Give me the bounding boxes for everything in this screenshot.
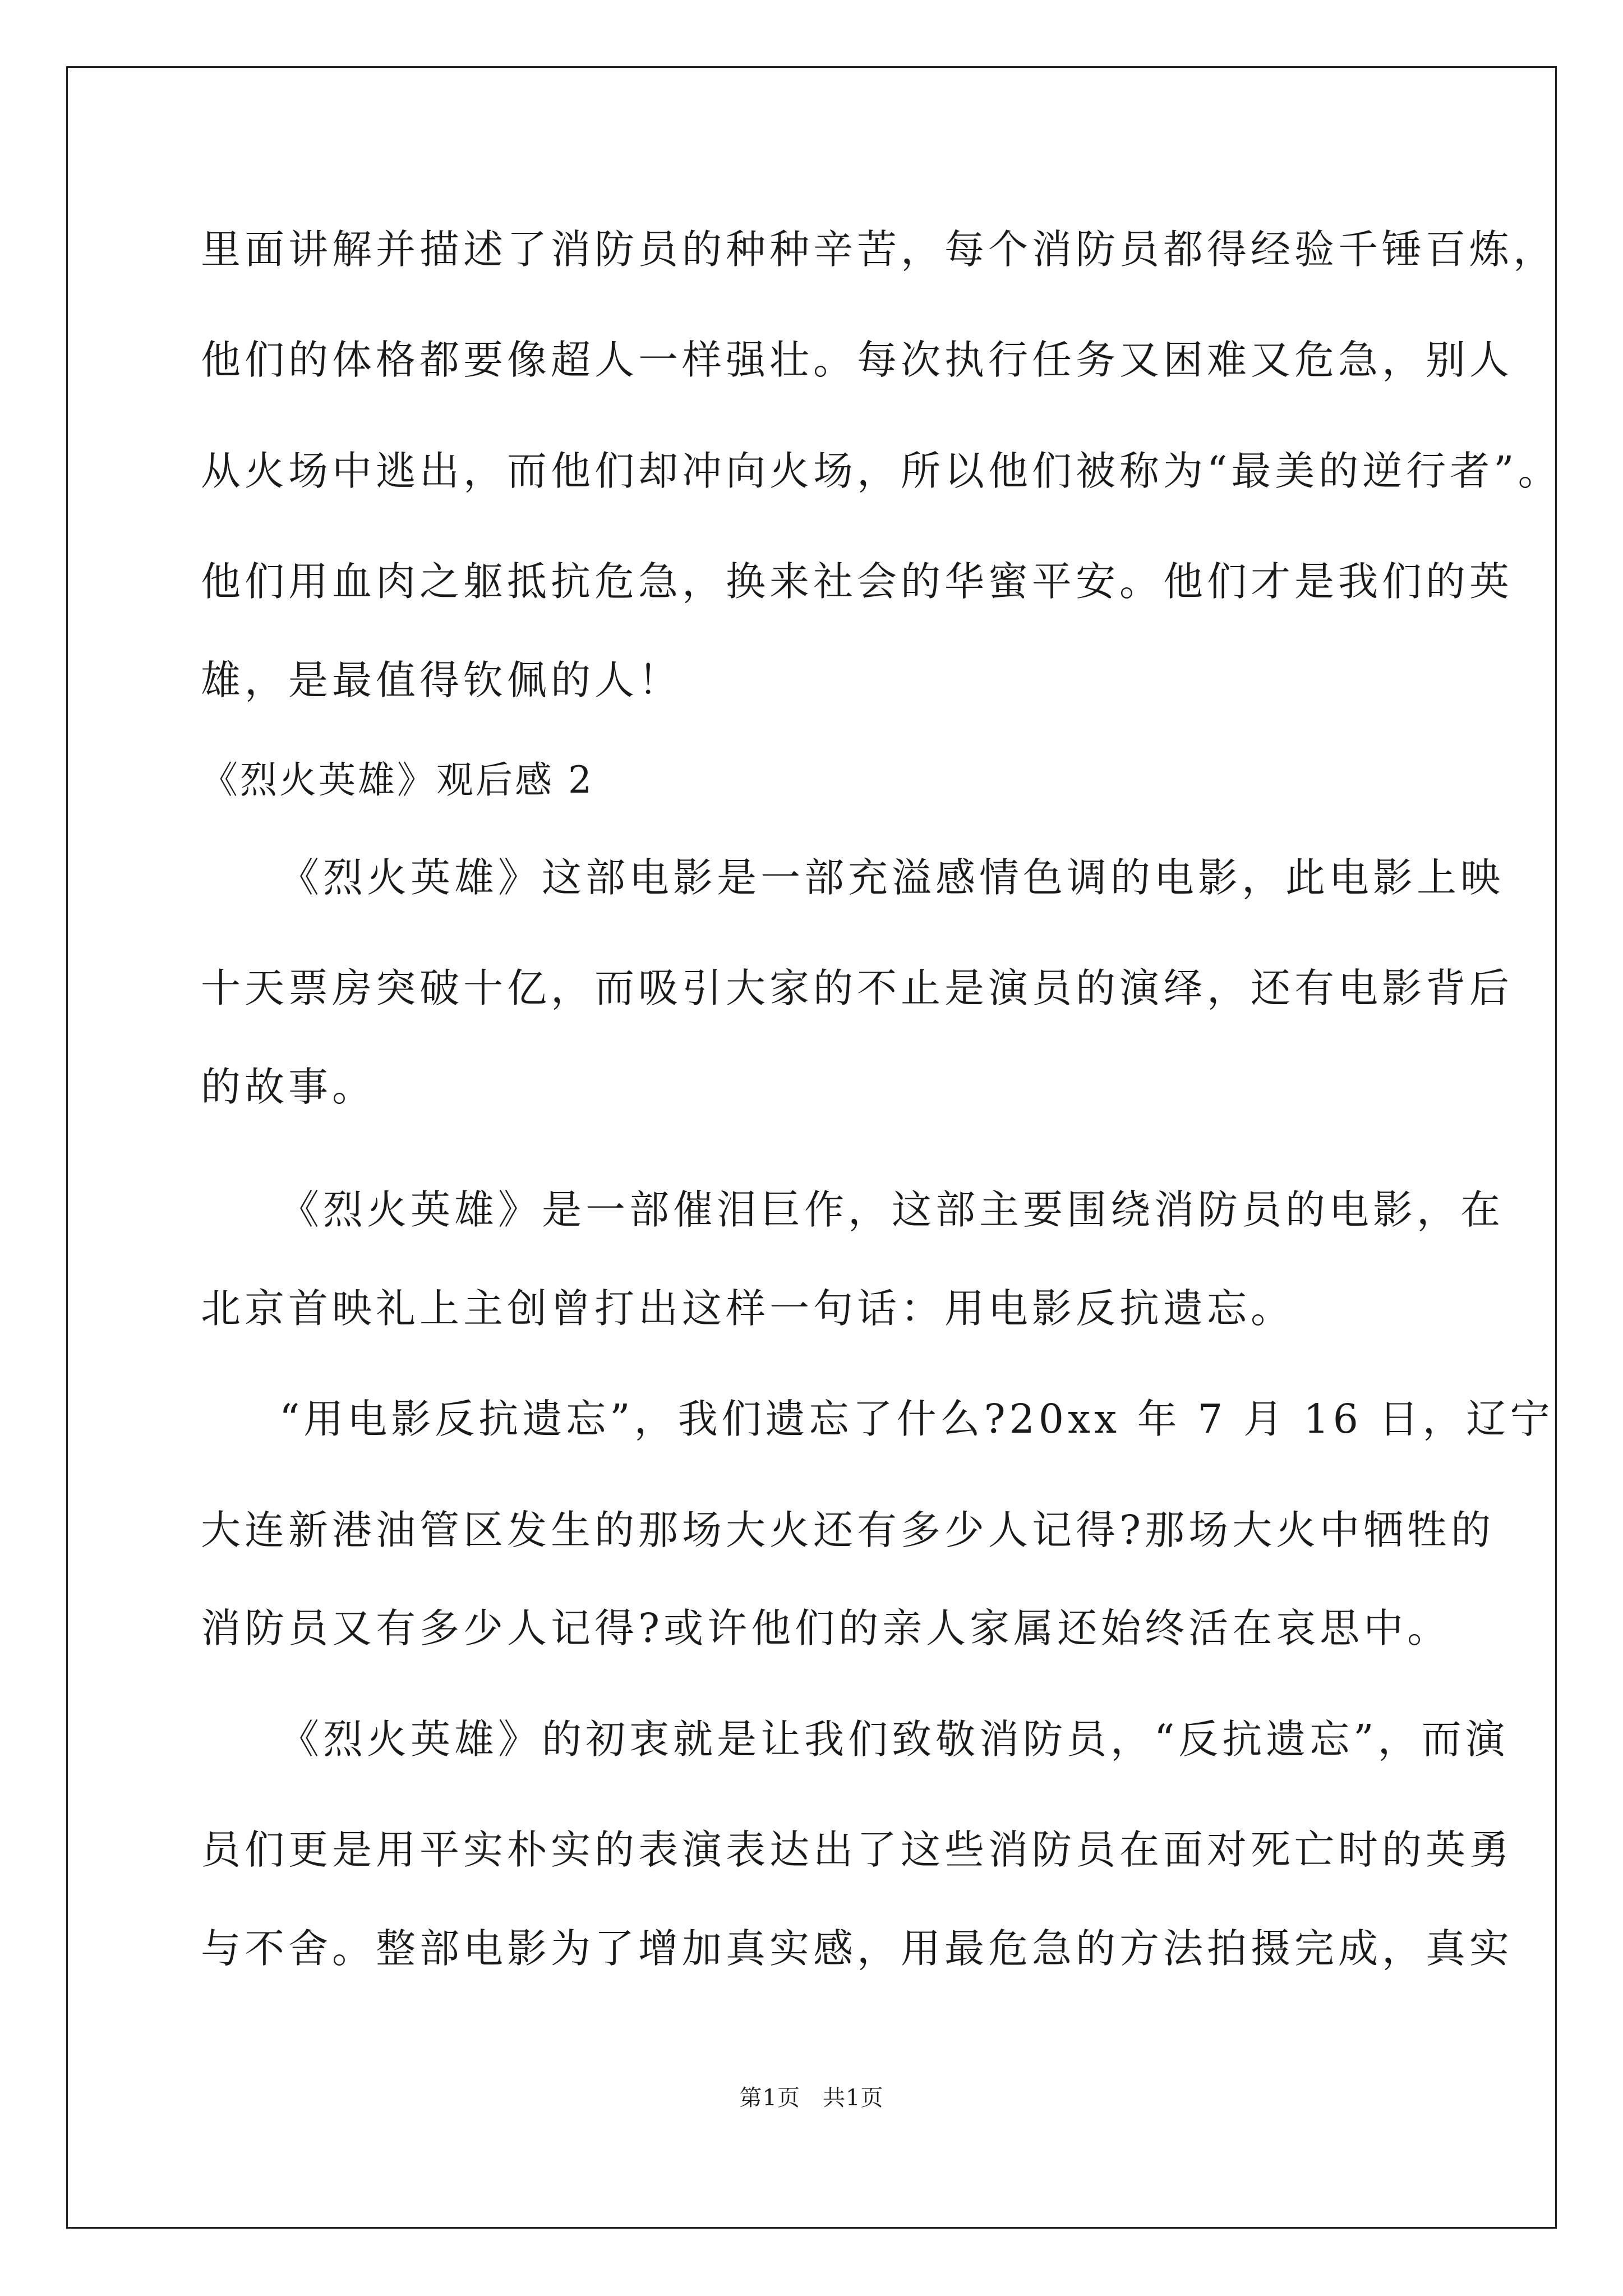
paragraph-line: 的故事。: [201, 1064, 376, 1110]
paragraph-line: 从火场中逃出，而他们却冲向火场，所以他们被称为“最美的逆行者”。: [201, 448, 1562, 494]
paragraph-line: 十天票房突破十亿，而吸引大家的不止是演员的演绎，还有电影背后: [201, 965, 1514, 1011]
paragraph-line: 北京首映礼上主创曾打出这样一句话：用电影反抗遗忘。: [201, 1285, 1295, 1332]
page-total: 共1页: [823, 2085, 884, 2111]
paragraph-line: “用电影反抗遗忘”，我们遗忘了什么?20xx 年 7 月 16 日，辽宁: [279, 1396, 1554, 1442]
paragraph-line: 《烈火英雄》是一部催泪巨作，这部主要围绕消防员的电影，在: [279, 1186, 1505, 1233]
paragraph-line: 《烈火英雄》这部电影是一部充溢感情色调的电影，此电影上映: [279, 854, 1505, 901]
paragraph-line: 员们更是用平实朴实的表演表达出了这些消防员在面对死亡时的英勇: [201, 1826, 1514, 1873]
paragraph-line: 大连新港油管区发生的那场大火还有多少人记得?那场大火中牺牲的: [201, 1507, 1495, 1553]
paragraph-line: 与不舍。整部电影为了增加真实感，用最危急的方法拍摄完成，真实: [201, 1925, 1514, 1972]
paragraph-line: 消防员又有多少人记得?或许他们的亲人家属还始终活在哀思中。: [201, 1605, 1451, 1651]
page-footer: [0, 2084, 1623, 2112]
paragraph-line: 他们的体格都要像超人一样强壮。每次执行任务又困难又危急，别人: [201, 337, 1514, 383]
paragraph-line: 里面讲解并描述了消防员的种种辛苦，每个消防员都得经验千锤百炼，: [201, 226, 1557, 273]
paragraph-line: 雄，是最值得钦佩的人！: [201, 657, 683, 703]
page-number: 第1页: [739, 2085, 800, 2111]
page-border: [66, 66, 1557, 2229]
paragraph-line: 他们用血肉之躯抵抗危急，换来社会的华蜜平安。他们才是我们的英: [201, 558, 1514, 605]
section-heading: 《烈火英雄》观后感 2: [201, 758, 594, 802]
paragraph-line: 《烈火英雄》的初衷就是让我们致敬消防员，“反抗遗忘”，而演: [279, 1716, 1509, 1763]
